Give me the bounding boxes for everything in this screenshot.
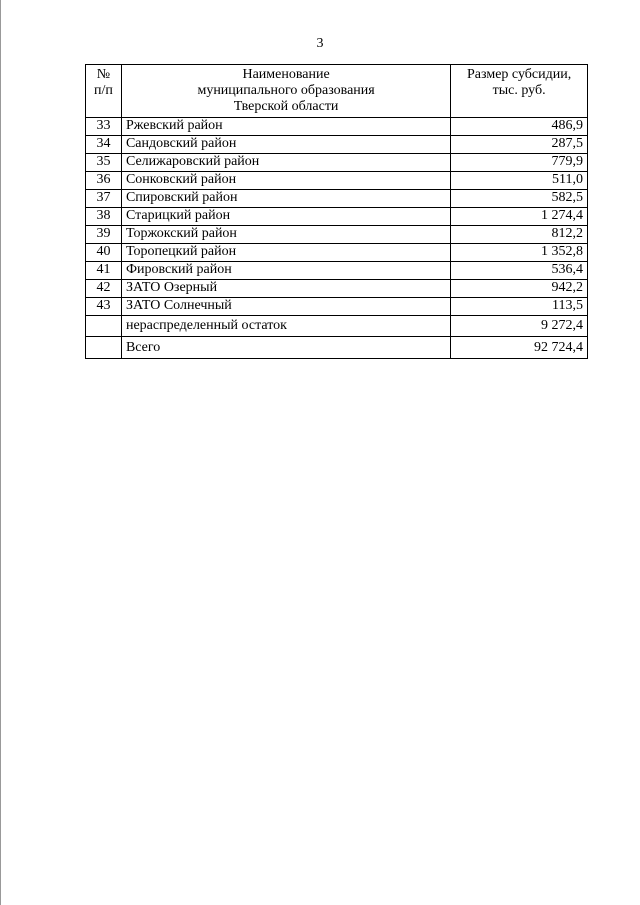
row-name: ЗАТО Солнечный xyxy=(121,298,450,316)
row-num: 41 xyxy=(86,262,122,280)
page-number: 3 xyxy=(316,36,324,51)
row-value: 486,9 xyxy=(451,118,588,136)
total-num xyxy=(86,337,122,359)
table-header-row xyxy=(86,65,588,118)
row-num: 37 xyxy=(86,190,122,208)
table-row xyxy=(86,136,588,154)
scan-edge-line xyxy=(0,0,1,905)
row-name: Торжокский район xyxy=(121,226,450,244)
row-value: 1 274,4 xyxy=(451,208,588,226)
header-value xyxy=(451,65,588,118)
row-num: 42 xyxy=(86,280,122,298)
table-row xyxy=(86,244,588,262)
row-name: Сандовский район xyxy=(121,136,450,154)
header-name-text: Наименование муниципального образования Тверской области xyxy=(197,67,375,114)
row-num: 35 xyxy=(86,154,122,172)
row-value: 287,5 xyxy=(451,136,588,154)
total-name: Всего xyxy=(121,337,450,359)
row-value: 582,5 xyxy=(451,190,588,208)
row-num: 33 xyxy=(86,118,122,136)
row-num: 38 xyxy=(86,208,122,226)
row-num: 39 xyxy=(86,226,122,244)
subsidy-table xyxy=(85,64,588,359)
row-name: Ржевский район xyxy=(121,118,450,136)
table-body xyxy=(86,118,588,359)
row-value: 113,5 xyxy=(451,298,588,316)
row-name: Фировский район xyxy=(121,262,450,280)
row-name: Старицкий район xyxy=(121,208,450,226)
row-value: 942,2 xyxy=(451,280,588,298)
row-num: 36 xyxy=(86,172,122,190)
table-row xyxy=(86,262,588,280)
table-row xyxy=(86,226,588,244)
row-name: ЗАТО Озерный xyxy=(121,280,450,298)
total-value: 92 724,4 xyxy=(451,337,588,359)
header-name xyxy=(121,65,450,118)
row-num: 40 xyxy=(86,244,122,262)
row-value: 1 352,8 xyxy=(451,244,588,262)
unallocated-name: нераспределенный остаток xyxy=(121,316,450,337)
row-name: Селижаровский район xyxy=(121,154,450,172)
table-row xyxy=(86,172,588,190)
row-value: 812,2 xyxy=(451,226,588,244)
row-name: Спировский район xyxy=(121,190,450,208)
row-value: 511,0 xyxy=(451,172,588,190)
row-name: Сонковский район xyxy=(121,172,450,190)
header-num-text: № п/п xyxy=(94,67,113,98)
unallocated-value: 9 272,4 xyxy=(451,316,588,337)
table-row xyxy=(86,298,588,316)
unallocated-row xyxy=(86,316,588,337)
header-num xyxy=(86,65,122,118)
row-name: Торопецкий район xyxy=(121,244,450,262)
row-value: 779,9 xyxy=(451,154,588,172)
row-num: 43 xyxy=(86,298,122,316)
row-value: 536,4 xyxy=(451,262,588,280)
row-num: 34 xyxy=(86,136,122,154)
table-row xyxy=(86,118,588,136)
total-row xyxy=(86,337,588,359)
table-row xyxy=(86,154,588,172)
unallocated-num xyxy=(86,316,122,337)
table-row xyxy=(86,208,588,226)
header-value-text: Размер субсидии, тыс. руб. xyxy=(467,67,572,98)
table-row xyxy=(86,280,588,298)
table-row xyxy=(86,190,588,208)
